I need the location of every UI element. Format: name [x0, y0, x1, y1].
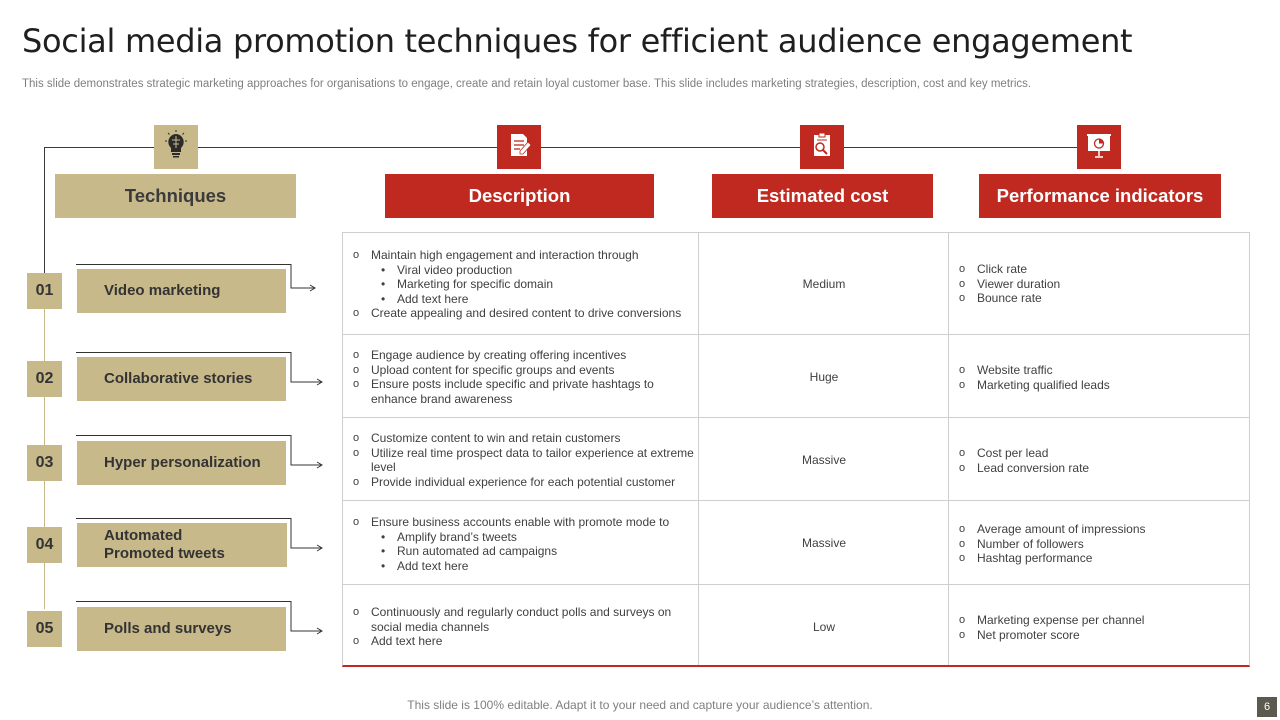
- cost-icon-box: [800, 125, 844, 169]
- description-icon-box: [497, 125, 541, 169]
- description-item: • Add text here: [351, 292, 696, 307]
- description-item: o Customize content to win and retain customers: [351, 431, 696, 446]
- row-number-01: 01: [27, 273, 62, 309]
- description-item: o Utilize real time prospect data to tailor experience at extreme level: [351, 446, 696, 475]
- description-item: • Amplify brand’s tweets: [351, 530, 696, 545]
- kpi-item: o Bounce rate: [957, 291, 1247, 306]
- techniques-icon-box: [154, 125, 198, 169]
- estimated-cost-header: Estimated cost: [712, 174, 933, 218]
- left-vertical-line: [44, 147, 45, 273]
- header-connector-line: [44, 147, 1121, 148]
- kpi-cell-3: [957, 446, 1247, 475]
- description-item: • Run automated ad campaigns: [351, 544, 696, 559]
- description-item: o Engage audience by creating offering incentives: [351, 348, 696, 363]
- details-table: [342, 232, 1250, 667]
- row-arrow-02: [76, 352, 324, 388]
- description-item: o Ensure posts include specific and private hashtags to enhance brand awareness: [351, 377, 696, 406]
- description-cell-1: [351, 248, 696, 321]
- technique-polls-and-surveys: Polls and surveys: [77, 607, 286, 651]
- kpi-item: o Viewer duration: [957, 277, 1247, 292]
- description-item: o Ensure business accounts enable with promote mode to: [351, 515, 696, 530]
- description-item: o Provide individual experience for each potential customer: [351, 475, 696, 490]
- technique-hyper-personalization: Hyper personalization: [77, 441, 286, 485]
- kpi-item: o Marketing expense per channel: [957, 613, 1247, 628]
- cost-cell-5: Low: [812, 620, 835, 634]
- page-subtitle: This slide demonstrates strategic marketing approaches for organisations to engage, create and retain loyal customer base. This slide includes marketing strategies, description, cost and key metrics.: [22, 78, 1032, 90]
- description-cell-4: [351, 515, 696, 573]
- kpi-cell-2: [957, 363, 1247, 392]
- footer-note: This slide is 100% editable. Adapt it to your need and capture your audience’s attention.: [407, 698, 873, 712]
- row-number-02: 02: [27, 361, 62, 397]
- row-number-03: 03: [27, 445, 62, 481]
- kpi-item: o Average amount of impressions: [957, 522, 1247, 537]
- description-item: o Upload content for specific groups and events: [351, 363, 696, 378]
- row-arrow-04: [76, 518, 324, 554]
- presentation-chart-icon: [1084, 130, 1114, 165]
- kpi-cell-4: [957, 522, 1247, 566]
- kpi-item: o Lead conversion rate: [957, 461, 1247, 476]
- row-arrow-03: [76, 435, 324, 471]
- description-cell-2: [351, 348, 696, 406]
- technique-collaborative-stories: Collaborative stories: [77, 357, 286, 401]
- cost-cell-3: Massive: [801, 453, 846, 467]
- cost-cell-4: Massive: [801, 536, 846, 550]
- description-item: • Marketing for specific domain: [351, 277, 696, 292]
- description-item: o Create appealing and desired content to drive conversions: [351, 306, 696, 321]
- kpi-icon-box: [1077, 125, 1121, 169]
- description-item: o Add text here: [351, 634, 696, 649]
- cost-cell-2: Huge: [809, 370, 839, 384]
- description-item: o Maintain high engagement and interaction through: [351, 248, 696, 263]
- technique-automated-promoted-tweets: Automated Promoted tweets: [77, 523, 287, 567]
- kpi-item: o Hashtag performance: [957, 551, 1247, 566]
- document-pen-icon: [504, 130, 534, 165]
- kpi-item: o Website traffic: [957, 363, 1247, 378]
- kpi-item: o Number of followers: [957, 537, 1247, 552]
- kpi-cell-5: [957, 613, 1247, 642]
- report-magnifier-icon: [807, 130, 837, 165]
- row-arrow-01: [76, 264, 316, 298]
- row-number-05: 05: [27, 611, 62, 647]
- performance-indicators-header: Performance indicators: [979, 174, 1221, 218]
- row-arrow-05: [76, 601, 324, 637]
- kpi-item: o Click rate: [957, 262, 1247, 277]
- lightbulb-brain-icon: [161, 130, 191, 165]
- kpi-item: o Marketing qualified leads: [957, 378, 1247, 393]
- page-title: Social media promotion techniques for efficient audience engagement: [22, 22, 1133, 60]
- description-item: • Add text here: [351, 559, 696, 574]
- description-cell-3: [351, 431, 696, 489]
- kpi-item: o Net promoter score: [957, 628, 1247, 643]
- page-number: 6: [1257, 697, 1277, 717]
- description-item: o Continuously and regularly conduct polls and surveys on social media channels: [351, 605, 696, 634]
- technique-video-marketing: Video marketing: [77, 269, 286, 313]
- cost-cell-1: Medium: [802, 277, 846, 291]
- description-header: Description: [385, 174, 654, 218]
- description-cell-5: [351, 605, 696, 649]
- row-number-04: 04: [27, 527, 62, 563]
- description-item: • Viral video production: [351, 263, 696, 278]
- kpi-cell-1: [957, 262, 1247, 306]
- techniques-header: Techniques: [55, 174, 296, 218]
- kpi-item: o Cost per lead: [957, 446, 1247, 461]
